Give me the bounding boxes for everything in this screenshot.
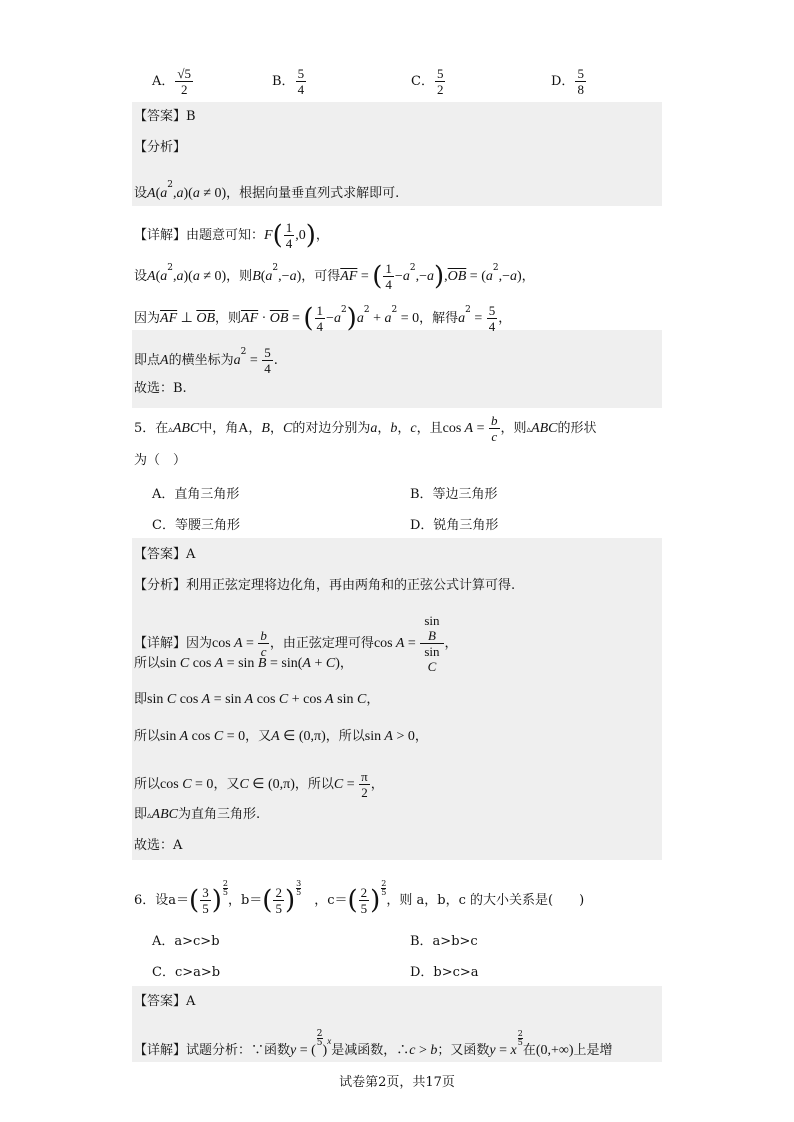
q6-answer: 【答案】A xyxy=(134,994,196,1009)
q5-detail-line3: 即sin C cos A = sin A cos C + cos A sin C， xyxy=(134,692,380,707)
q5-detail-line1: 【详解】因为cos A = $\frac{b}{c}$ ，由正弦定理可得cos A = sin B sin C ， xyxy=(134,613,458,674)
q4-answer: 【答案】B xyxy=(134,109,196,124)
q5-answer: 【答案】A xyxy=(134,547,196,562)
q6-option-a: A．a>c>b xyxy=(152,934,220,949)
q4-option-a: A． $\frac{√5}{2}$ xyxy=(152,66,192,97)
q4-option-c: C． $\frac{5}{2}$ xyxy=(411,66,444,97)
q5-stem-line2: 为（ ） xyxy=(134,453,187,468)
q5-option-c: C．等腰三角形 xyxy=(152,518,240,533)
q5-option-a: A．直角三角形 xyxy=(152,487,240,502)
q5-option-d: D．锐角三角形 xyxy=(410,518,499,533)
q4-detail-line2: 设$A(a^2,a)(a \ne 0)$，则$B(a^2,-a)$，可得$\overline{AF}$ = ( $\frac{1}{4}$ $-a^2,-a),\overline{OB} = (a^2,-a)$， xyxy=(134,261,535,292)
q4-choose: 故选：B. xyxy=(134,381,187,396)
q4-option-d: D． $\frac{5}{8}$ xyxy=(551,66,584,97)
q5-option-b: B．等边三角形 xyxy=(410,487,498,502)
q5-analysis: 【分析】利用正弦定理将边化角，再由两角和的正弦公式计算可得. xyxy=(134,578,516,593)
q4-detail-line4: 即点A的横坐标为$a^2$ = $\frac{5}{4}$ . xyxy=(134,345,278,376)
q5-detail-line5: 所以cos C = 0，又C ∈ (0,π)，所以C = $\frac{\pi}{2}$ ， xyxy=(134,769,384,800)
q4-option-b: B． $\frac{5}{4}$ xyxy=(272,66,305,97)
q6-option-c: C．c>a>b xyxy=(152,965,221,980)
q5-detail-line4: 所以sin A cos C = 0，又A ∈ (0,π)，所以sin A > 0， xyxy=(134,729,428,744)
q4-analysis-label: 【分析】 xyxy=(134,140,187,155)
q4-detail-intro: 【详解】由题意可知：F( $\frac{1}{4}$ ,0)， xyxy=(134,220,329,251)
page-footer: 试卷第2页，共17页 xyxy=(339,1075,455,1090)
q5-detail-line2: 所以sin C cos A = sin B = sin(A + C)， xyxy=(134,656,353,671)
q5-choose: 故选：A xyxy=(134,838,183,853)
q5-conclusion: 即▵ABC为直角三角形. xyxy=(134,807,261,822)
q6-stem: 6．设a＝( $\frac{3}{5}$ ) $\frac{2}{5}$，b＝( $\frac{2}{5}$ ) $\frac{3}{5}$ ，c＝( $\frac{2}{5}$ ) $\frac{2}{5}$，则 a，b，c 的大小关系是( ) xyxy=(134,879,585,916)
q5-stem: 5．在▵ABC中，角A，B，C的对边分别为a，b，c，且cos A = $\frac{b}{c}$ ，则▵ABC的形状 xyxy=(134,413,597,444)
q6-detail: 【详解】试题分析：∵函数y = ( $\frac{2}{5})^x$是减函数，∴c > b；又函数y = x $\frac{2}{5}$在(0,+∞)上是增 xyxy=(134,1029,613,1058)
q4-analysis: 设$A(a^2,a)(a \ne 0)$，根据向量垂直列式求解即可. xyxy=(134,180,400,201)
q6-option-b: B．a>b>c xyxy=(410,934,478,949)
q4-detail-line3: 因为$\overline{AF}$ ⊥ $\overline{OB}$，则$\overline{AF} \cdot \overline{OB}$ = ( $\frac{1}{4}$ $-a^2)a^2 + a^2 = 0$，解得$a^2$ = $\frac{5}{4}$ ， xyxy=(134,303,512,334)
q6-option-d: D．b>c>a xyxy=(410,965,479,980)
